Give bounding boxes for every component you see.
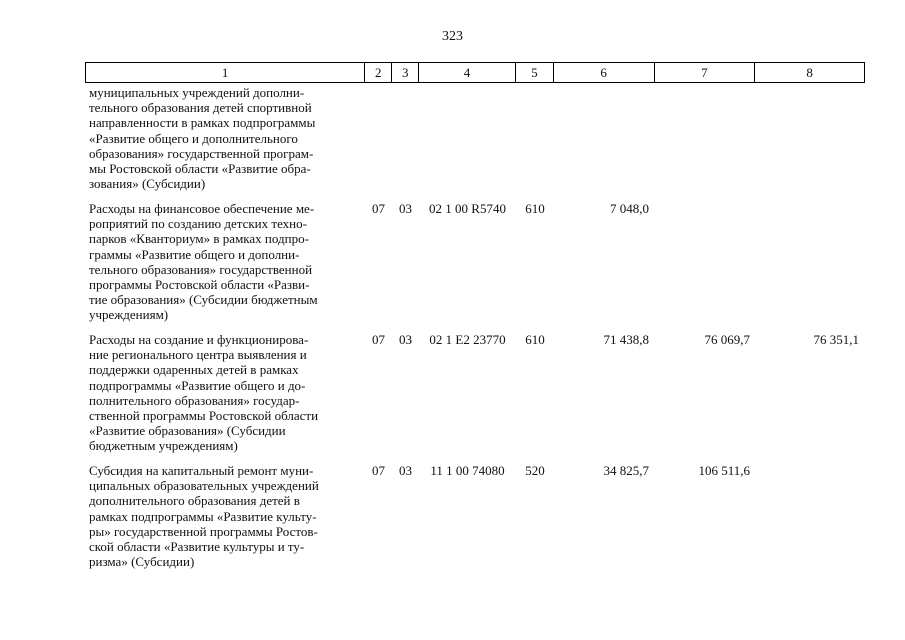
amount-col-8 [756,463,865,569]
row-description [85,85,365,191]
description-line: Расходы на создание и функционирова- [89,332,309,347]
amount-col-6: 34 825,7 [603,463,649,478]
target-article-code: 11 1 00 74080 [430,463,505,478]
table-row [85,463,865,569]
description-line: ризма» (Субсидии) [89,554,195,570]
expense-type-code: 520 [525,463,545,478]
description-line: «Развитие общего и дополнительного [89,130,298,146]
subsection-code: 03 [399,463,412,478]
header-col-3: 3 [392,63,419,82]
expense-type-code: 610 [525,332,545,347]
section-code: 07 [372,201,385,216]
target-article-code: 02 1 E2 23770 [429,332,506,347]
header-col-4: 4 [419,63,516,82]
description-line: граммы «Развитие общего и дополни- [89,246,300,262]
header-col-5: 5 [516,63,554,82]
amount-col-7 [655,201,756,323]
description-line: парков «Кванториум» в рамках подпро- [89,231,309,247]
table-row [85,201,865,323]
amount-col-8: 76 351,1 [813,332,859,347]
description-line: образования» государственной програм- [89,145,314,161]
description-line: рамках подпрограммы «Развитие культу- [89,508,317,524]
description-line: роприятий по созданию детских техно- [89,216,307,232]
description-line: «Развитие образования» (Субсидии [89,423,286,439]
expense-type-code: 610 [525,201,545,216]
header-col-6: 6 [554,63,655,82]
table-header [85,62,865,83]
header-col-1: 1 [86,63,365,82]
table-row [85,85,865,191]
row-description [85,201,365,323]
target-article-code: 02 1 00 R5740 [429,201,506,216]
description-line: ской области «Развитие культуры и ту- [89,539,305,555]
section-code: 07 [372,332,385,347]
description-line: направленности в рамках подпрограммы [89,115,316,131]
description-line: программы Ростовской области «Разви- [89,277,310,293]
description-line: поддержки одаренных детей в рамках [89,362,299,378]
page-number: 323 [442,29,463,44]
row-description [85,332,365,454]
description-line: ние регионального центра выявления и [89,347,307,363]
header-col-8: 8 [806,64,813,80]
header-col-7: 7 [655,63,756,82]
description-line: ственной программы Ростовской области [89,408,319,424]
description-line: ципальных образовательных учреждений [89,478,319,494]
description-line: учреждениям) [89,307,169,323]
amount-col-7: 76 069,7 [704,332,750,347]
amount-col-7: 106 511,6 [698,463,750,478]
description-line: ры» государственной программы Ростов- [89,523,318,539]
subsection-code: 03 [399,332,412,347]
description-line: тие образования» (Субсидии бюджетным [89,292,318,308]
description-line: бюджетным учреждениям) [89,438,238,454]
amount-col-6: 71 438,8 [603,332,649,347]
subsection-code: 03 [399,201,412,216]
description-line: мы Ростовской области «Развитие обра- [89,161,311,177]
description-line: тельного образования» государственной [89,261,313,277]
row-description [85,463,365,569]
section-code: 07 [372,463,385,478]
description-line: зования» (Субсидии) [89,176,206,192]
description-line: Расходы на финансовое обеспечение ме- [89,201,315,216]
table-row [85,332,865,454]
amount-col-8 [756,201,865,323]
description-line: дополнительного образования детей в [89,493,300,509]
description-line: подпрограммы «Развитие общего и до- [89,377,306,393]
description-line: тельного образования детей спортивной [89,100,312,116]
description-line: муниципальных учреждений дополни- [89,85,305,100]
description-line: Субсидия на капитальный ремонт муни- [89,463,314,478]
amount-col-6: 7 048,0 [610,201,649,216]
header-col-2: 2 [365,63,392,82]
description-line: полнительного образования» государ- [89,392,300,408]
